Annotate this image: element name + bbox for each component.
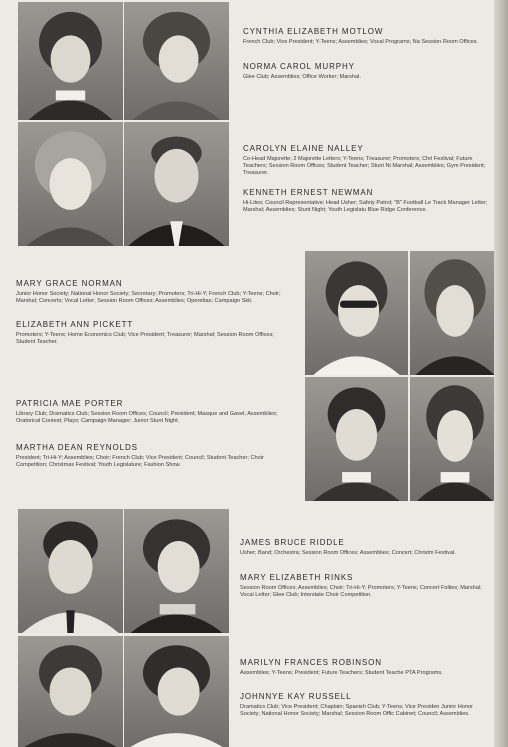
student-name: KENNETH ERNEST NEWMAN [243,188,374,197]
portrait-photo-robinson [18,636,123,747]
student-activities: Hi-Lites; Council Representative; Head Usher; Safety Patrol; "B" Football Le Track Manager Letter; Marshal; Assemblies; Stunt Night; Youth Legislatu Blue Ridge Conference. [243,200,488,214]
portrait-photo-norman [305,251,408,375]
student-entry-robinson [240,658,494,677]
student-name: JOHNNYE KAY RUSSELL [240,692,352,701]
student-activities: French Club; Vice President; Y-Teens; Assemblies; Vocal Programs; Na Session Room Offices. [243,39,479,45]
student-activities: Session Room Offices; Assemblies; Choir; Tri-Hi-Y; Promoters; Y-Teens; Concert Follies; Marshal; Vocal Letter; Glee Club; Interstate Choir Competition. [240,585,482,599]
student-entry-pickett [16,320,293,346]
student-name: PATRICIA MAE PORTER [16,399,124,408]
portrait-photo-motlow [18,2,123,120]
portrait-photo-rinks [124,509,229,633]
portrait-photo-nalley [18,122,123,246]
student-entry-murphy [243,62,494,81]
student-entry-rinks [240,573,494,599]
student-activities: Glee Club; Assemblies; Office Worker; Marshal. [243,74,361,80]
student-name: MARILYN FRANCES ROBINSON [240,658,382,667]
student-activities: Dramatics Club; Vice President; Chaplain; Spanish Club; Y-Teens; Vice Presiden Junior Honor Society; National Honor Society; Marshal; Session Room Offic Cabinet; Council; Assemblies. [240,704,473,718]
student-name: JAMES BRUCE RIDDLE [240,538,345,547]
student-entry-nalley [243,144,494,178]
portrait-photo-newman [124,122,229,246]
student-activities: Promoters; Y-Teens; Home Economics Club; Vice President; Treasurer; Marshal; Session Room Offices; Student Teacher. [16,332,274,346]
student-name: CAROLYN ELAINE NALLEY [243,144,364,153]
student-activities: Junior Honor Society; National Honor Society; Secretary; Promoters; Tri-Hi-Y; French Club; Y-Teens; Choir; Marshal; Concerts; Vocal Letter; Session Room Offices; Assemblies; Operettas; Campaign Skit. [16,291,281,305]
student-entry-riddle [240,538,494,557]
student-activities: Usher; Band; Orchestra; Session Room Offices; Assemblies; Concert; Christm Festival. [240,550,456,556]
book-spine-edge [494,0,508,747]
portrait-photo-pickett [410,251,500,375]
student-activities: President; Tri-Hi-Y; Assemblies; Choir; French Club; Vice President; Council; Student Teacher; Choir Competition; Christmas Festival; Youth Legislature; Fashion Show. [16,455,264,469]
student-activities: Co-Head Majorette; 2 Majorette Letters; Y-Teens; Treasurer; Promoters; Chri Festival; Future Teachers; Session Room Offices; Student Teacher; Stunt Ni Marshal; Assemblies; Gym President; Treasurer. [243,156,486,177]
student-activities: Assemblies; Y-Teens; President; Future Teachers; Student Teache PTA Programs. [240,670,443,676]
student-name: MARY ELIZABETH RINKS [240,573,354,582]
student-entry-motlow [243,27,494,46]
student-name: MARY GRACE NORMAN [16,279,123,288]
portrait-photo-riddle [18,509,123,633]
student-name: NORMA CAROL MURPHY [243,62,355,71]
portrait-photo-porter [305,377,408,501]
portrait-photo-reynolds [410,377,500,501]
student-entry-russell [240,692,494,718]
student-name: CYNTHIA ELIZABETH MOTLOW [243,27,384,36]
portrait-photo-murphy [124,2,229,120]
student-entry-norman [16,279,293,305]
student-entry-newman [243,188,494,214]
student-name: MARTHA DEAN REYNOLDS [16,443,138,452]
portrait-photo-russell [124,636,229,747]
student-entry-porter [16,399,293,425]
student-name: ELIZABETH ANN PICKETT [16,320,134,329]
student-activities: Library Club; Dramatics Club; Session Room Offices; Council; President; Masque and Gavel; Assemblies; Oratorical Contest; Plays; Campaign Manager; Junior Stunt Night. [16,411,278,425]
student-entry-reynolds [16,443,293,469]
